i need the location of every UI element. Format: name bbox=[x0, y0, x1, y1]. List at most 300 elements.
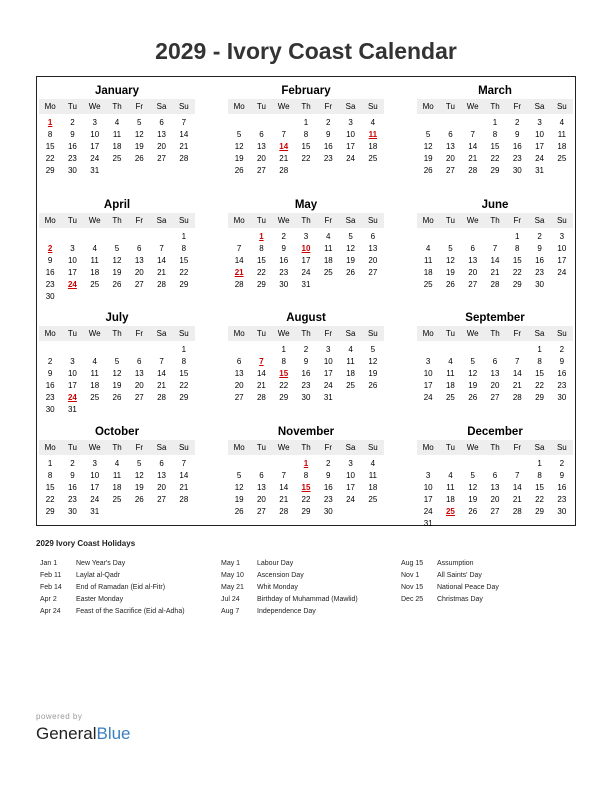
day-cell: 17 bbox=[90, 483, 100, 492]
brand-blue: Blue bbox=[96, 724, 131, 743]
holiday-name: Assumption bbox=[437, 560, 474, 567]
day-cell: 13 bbox=[445, 142, 455, 151]
holiday-date: May 21 bbox=[221, 584, 244, 591]
day-cell: 4 bbox=[92, 357, 97, 366]
day-cell: 21 bbox=[279, 495, 289, 504]
month-name: August bbox=[286, 312, 326, 324]
weekday-label: Su bbox=[556, 102, 567, 111]
day-cell: 4 bbox=[326, 232, 331, 241]
day-cell: 6 bbox=[259, 471, 264, 480]
day-cell: 2 bbox=[70, 459, 75, 468]
day-cell: 19 bbox=[423, 154, 433, 163]
day-cell: 3 bbox=[92, 118, 97, 127]
day-cell: 18 bbox=[90, 381, 100, 390]
day-cell: 23 bbox=[45, 393, 55, 402]
day-cell: 17 bbox=[323, 369, 333, 378]
holiday-name: National Peace Day bbox=[437, 584, 499, 591]
day-cell: 22 bbox=[535, 495, 545, 504]
day-cell: 6 bbox=[470, 244, 475, 253]
day-cell: 7 bbox=[181, 118, 187, 127]
day-cell: 22 bbox=[512, 268, 522, 277]
month-name: July bbox=[105, 312, 129, 324]
day-cell: 11 bbox=[90, 256, 99, 265]
day-cell: 9 bbox=[326, 471, 331, 480]
day-cell: 2 bbox=[559, 459, 565, 468]
holiday-date: Apr 24 bbox=[40, 608, 61, 615]
empty-cell bbox=[228, 231, 250, 243]
weekday-label: We bbox=[466, 102, 479, 111]
empty-cell bbox=[462, 458, 484, 470]
day-cell: 6 bbox=[137, 357, 142, 366]
weekday-label: We bbox=[466, 216, 479, 225]
month-october bbox=[39, 424, 195, 518]
month-name: December bbox=[467, 426, 523, 438]
holiday-date: Feb 11 bbox=[40, 572, 62, 579]
day-cell: 25 bbox=[90, 280, 100, 289]
weekday-label: Su bbox=[367, 329, 378, 338]
holiday-name: Easter Monday bbox=[76, 596, 124, 603]
day-grid bbox=[39, 458, 195, 518]
weekday-label: Tu bbox=[67, 443, 77, 452]
day-cell: 12 bbox=[368, 357, 378, 366]
day-cell: 1 bbox=[303, 118, 309, 127]
day-cell: 30 bbox=[557, 507, 567, 516]
weekday-label: Th bbox=[112, 216, 122, 225]
empty-cell bbox=[439, 117, 461, 129]
day-cell: 5 bbox=[425, 130, 431, 139]
day-cell: 11 bbox=[112, 130, 122, 139]
day-cell: 25 bbox=[557, 154, 567, 163]
day-cell: 8 bbox=[303, 471, 309, 480]
weekday-label: Th bbox=[301, 443, 311, 452]
day-cell: 11 bbox=[346, 357, 355, 366]
brand-logo bbox=[36, 724, 131, 744]
day-cell: 22 bbox=[179, 381, 189, 390]
day-cell: 16 bbox=[45, 268, 55, 277]
weekday-label: Su bbox=[556, 216, 567, 225]
day-cell: 30 bbox=[45, 292, 55, 301]
empty-cell bbox=[84, 344, 106, 356]
weekday-label: Tu bbox=[67, 329, 77, 338]
day-cell: 6 bbox=[448, 130, 453, 139]
day-cell: 10 bbox=[557, 244, 567, 253]
holiday-day: 10 bbox=[301, 244, 311, 253]
day-cell: 10 bbox=[346, 471, 356, 480]
holiday-day: 15 bbox=[279, 369, 289, 378]
day-cell: 6 bbox=[159, 118, 164, 127]
brand-general: General bbox=[36, 724, 97, 743]
empty-cell bbox=[39, 344, 61, 356]
day-cell: 18 bbox=[112, 483, 122, 492]
day-cell: 6 bbox=[236, 357, 242, 366]
day-cell: 24 bbox=[346, 154, 356, 163]
weekday-label: We bbox=[277, 216, 290, 225]
day-cell: 27 bbox=[256, 507, 266, 516]
day-cell: 7 bbox=[181, 459, 187, 468]
day-cell: 18 bbox=[445, 381, 455, 390]
day-cell: 7 bbox=[159, 357, 164, 366]
day-cell: 4 bbox=[448, 471, 453, 480]
empty-cell bbox=[484, 344, 506, 356]
day-cell: 8 bbox=[47, 130, 53, 139]
day-grid bbox=[417, 231, 573, 291]
weekday-label: Th bbox=[301, 216, 311, 225]
day-cell: 27 bbox=[445, 166, 455, 175]
weekday-label: We bbox=[277, 329, 290, 338]
holidays-title: 2029 Ivory Coast Holidays bbox=[36, 539, 136, 548]
holiday-name: Birthday of Muhammad (Mawlid) bbox=[257, 596, 358, 603]
day-cell: 9 bbox=[303, 357, 309, 366]
day-cell: 14 bbox=[256, 369, 266, 378]
day-cell: 25 bbox=[423, 280, 433, 289]
holiday-date: Nov 1 bbox=[401, 572, 420, 579]
day-cell: 3 bbox=[303, 232, 309, 241]
holiday-row bbox=[401, 570, 499, 582]
weekday-label: Fr bbox=[135, 443, 144, 452]
weekday-label: Tu bbox=[67, 102, 77, 111]
holiday-row bbox=[221, 594, 358, 606]
weekday-label: Sa bbox=[345, 329, 356, 338]
day-cell: 21 bbox=[179, 483, 189, 492]
day-cell: 5 bbox=[236, 130, 242, 139]
day-cell: 19 bbox=[468, 381, 478, 390]
empty-cell bbox=[439, 231, 461, 243]
day-cell: 17 bbox=[535, 142, 545, 151]
day-cell: 12 bbox=[468, 369, 478, 378]
day-cell: 19 bbox=[468, 495, 478, 504]
weekday-label: Fr bbox=[513, 443, 522, 452]
weekday-label: Tu bbox=[445, 216, 455, 225]
day-cell: 31 bbox=[423, 519, 433, 528]
weekday-label: Sa bbox=[156, 329, 167, 338]
day-cell: 2 bbox=[47, 357, 53, 366]
month-march bbox=[417, 83, 573, 177]
day-cell: 30 bbox=[512, 166, 522, 175]
empty-cell bbox=[84, 231, 106, 243]
day-cell: 29 bbox=[256, 280, 266, 289]
day-cell: 17 bbox=[423, 381, 433, 390]
month-december bbox=[417, 424, 573, 530]
holiday-row bbox=[221, 582, 358, 594]
day-cell: 12 bbox=[346, 244, 356, 253]
day-cell: 15 bbox=[512, 256, 522, 265]
weekday-label: Tu bbox=[256, 216, 266, 225]
empty-cell bbox=[106, 344, 128, 356]
day-cell: 23 bbox=[323, 154, 333, 163]
empty-cell bbox=[250, 344, 272, 356]
day-cell: 30 bbox=[557, 393, 567, 402]
day-cell: 27 bbox=[468, 280, 478, 289]
holiday-date: Feb 14 bbox=[40, 584, 62, 591]
day-cell: 22 bbox=[535, 381, 545, 390]
weekday-header bbox=[417, 99, 573, 114]
weekday-label: Mo bbox=[422, 216, 434, 225]
empty-cell bbox=[250, 458, 272, 470]
day-cell: 5 bbox=[137, 459, 142, 468]
day-cell: 20 bbox=[490, 495, 500, 504]
weekday-label: We bbox=[88, 443, 101, 452]
day-cell: 3 bbox=[70, 244, 75, 253]
day-cell: 5 bbox=[114, 357, 120, 366]
day-cell: 2 bbox=[537, 232, 542, 241]
day-cell: 20 bbox=[157, 483, 167, 492]
day-cell: 3 bbox=[326, 345, 331, 354]
weekday-label: Tu bbox=[445, 102, 455, 111]
day-cell: 24 bbox=[90, 495, 100, 504]
day-cell: 9 bbox=[47, 369, 53, 378]
day-cell: 27 bbox=[134, 280, 144, 289]
day-cell: 23 bbox=[67, 154, 77, 163]
day-cell: 29 bbox=[279, 393, 289, 402]
holiday-day: 21 bbox=[234, 268, 244, 277]
empty-cell bbox=[462, 344, 484, 356]
holiday-date: Jan 1 bbox=[40, 560, 58, 567]
day-cell: 10 bbox=[67, 256, 77, 265]
day-cell: 22 bbox=[490, 154, 500, 163]
weekday-label: We bbox=[88, 329, 101, 338]
month-name: June bbox=[481, 199, 509, 211]
day-cell: 15 bbox=[45, 142, 55, 151]
day-cell: 26 bbox=[468, 507, 478, 516]
powered-by-label: powered by bbox=[36, 712, 83, 721]
day-cell: 30 bbox=[67, 507, 77, 516]
weekday-label: Tu bbox=[67, 216, 77, 225]
day-cell: 26 bbox=[134, 495, 144, 504]
day-cell: 15 bbox=[535, 369, 545, 378]
day-cell: 29 bbox=[535, 507, 545, 516]
month-july bbox=[39, 310, 195, 416]
weekday-label: Tu bbox=[445, 329, 455, 338]
holiday-name: All Saints' Day bbox=[437, 572, 482, 579]
day-cell: 8 bbox=[492, 130, 498, 139]
month-april bbox=[39, 197, 195, 303]
day-cell: 12 bbox=[445, 256, 455, 265]
day-cell: 14 bbox=[512, 483, 522, 492]
day-cell: 24 bbox=[90, 154, 100, 163]
day-cell: 7 bbox=[470, 130, 475, 139]
day-cell: 16 bbox=[279, 256, 289, 265]
day-cell: 18 bbox=[423, 268, 433, 277]
day-cell: 11 bbox=[446, 483, 455, 492]
weekday-label: Sa bbox=[156, 102, 167, 111]
holiday-day: 1 bbox=[259, 232, 264, 241]
day-cell: 28 bbox=[157, 280, 167, 289]
weekday-label: Su bbox=[178, 102, 189, 111]
day-cell: 9 bbox=[70, 471, 75, 480]
weekday-label: Su bbox=[556, 329, 567, 338]
day-cell: 24 bbox=[535, 154, 545, 163]
calendar-frame bbox=[36, 76, 576, 526]
empty-cell bbox=[484, 231, 506, 243]
day-cell: 15 bbox=[45, 483, 55, 492]
day-cell: 15 bbox=[179, 256, 189, 265]
day-cell: 14 bbox=[468, 142, 478, 151]
weekday-label: Su bbox=[178, 443, 189, 452]
holiday-row bbox=[40, 570, 185, 582]
day-cell: 12 bbox=[468, 483, 478, 492]
day-cell: 19 bbox=[368, 369, 378, 378]
weekday-label: Sa bbox=[156, 443, 167, 452]
day-cell: 29 bbox=[179, 393, 189, 402]
day-cell: 21 bbox=[279, 154, 289, 163]
holiday-row bbox=[40, 594, 185, 606]
day-cell: 9 bbox=[47, 256, 53, 265]
holiday-name: Whit Monday bbox=[257, 584, 298, 591]
month-name: January bbox=[94, 85, 140, 97]
day-cell: 29 bbox=[45, 166, 55, 175]
day-cell: 22 bbox=[279, 381, 289, 390]
day-cell: 8 bbox=[515, 244, 520, 253]
day-cell: 11 bbox=[446, 369, 455, 378]
weekday-label: Fr bbox=[324, 443, 333, 452]
weekday-header bbox=[417, 440, 573, 455]
weekday-header bbox=[417, 213, 573, 228]
empty-cell bbox=[128, 231, 150, 243]
holiday-date: May 10 bbox=[221, 572, 244, 579]
day-cell: 5 bbox=[114, 244, 120, 253]
holiday-name: Christmas Day bbox=[437, 596, 483, 603]
day-cell: 13 bbox=[468, 256, 478, 265]
weekday-label: Fr bbox=[513, 329, 522, 338]
holiday-day: 11 bbox=[368, 130, 378, 139]
day-cell: 4 bbox=[370, 459, 376, 468]
day-cell: 6 bbox=[492, 471, 498, 480]
day-cell: 21 bbox=[179, 142, 189, 151]
day-cell: 18 bbox=[445, 495, 455, 504]
holiday-column bbox=[40, 558, 185, 618]
month-june bbox=[417, 197, 573, 291]
weekday-label: Su bbox=[367, 443, 378, 452]
day-cell: 18 bbox=[368, 483, 378, 492]
weekday-label: We bbox=[466, 443, 479, 452]
weekday-label: Fr bbox=[135, 102, 144, 111]
day-cell: 20 bbox=[256, 154, 266, 163]
month-february bbox=[228, 83, 384, 177]
day-cell: 27 bbox=[134, 393, 144, 402]
weekday-label: Mo bbox=[422, 443, 434, 452]
day-cell: 31 bbox=[301, 280, 311, 289]
day-cell: 28 bbox=[256, 393, 266, 402]
day-cell: 6 bbox=[259, 130, 264, 139]
day-cell: 29 bbox=[490, 166, 500, 175]
day-cell: 17 bbox=[67, 381, 77, 390]
day-cell: 20 bbox=[490, 381, 500, 390]
weekday-label: Su bbox=[367, 102, 378, 111]
day-cell: 23 bbox=[557, 495, 567, 504]
weekday-header bbox=[39, 213, 195, 228]
day-cell: 11 bbox=[90, 369, 99, 378]
day-grid bbox=[417, 344, 573, 404]
day-cell: 8 bbox=[181, 244, 187, 253]
day-cell: 25 bbox=[112, 154, 122, 163]
day-cell: 27 bbox=[490, 507, 500, 516]
day-cell: 22 bbox=[45, 495, 55, 504]
weekday-label: We bbox=[277, 443, 290, 452]
weekday-label: Sa bbox=[534, 329, 545, 338]
weekday-label: Th bbox=[301, 102, 311, 111]
day-cell: 28 bbox=[512, 393, 522, 402]
weekday-header bbox=[228, 440, 384, 455]
holiday-name: Ascension Day bbox=[257, 572, 304, 579]
day-cell: 24 bbox=[423, 393, 433, 402]
empty-cell bbox=[150, 231, 172, 243]
day-cell: 23 bbox=[45, 280, 55, 289]
holiday-row bbox=[40, 558, 185, 570]
day-cell: 2 bbox=[70, 118, 75, 127]
day-cell: 27 bbox=[490, 393, 500, 402]
day-cell: 16 bbox=[45, 381, 55, 390]
day-cell: 9 bbox=[515, 130, 520, 139]
weekday-label: Mo bbox=[233, 329, 245, 338]
month-september bbox=[417, 310, 573, 404]
month-name: September bbox=[465, 312, 525, 324]
weekday-label: Sa bbox=[345, 102, 356, 111]
day-cell: 14 bbox=[179, 130, 189, 139]
empty-cell bbox=[417, 458, 439, 470]
day-cell: 10 bbox=[535, 130, 545, 139]
weekday-label: Th bbox=[112, 102, 122, 111]
holiday-date: Jul 24 bbox=[221, 596, 240, 603]
holiday-row bbox=[221, 558, 358, 570]
day-cell: 4 bbox=[370, 118, 376, 127]
weekday-header bbox=[39, 99, 195, 114]
weekday-label: Sa bbox=[156, 216, 167, 225]
day-cell: 12 bbox=[112, 256, 122, 265]
day-cell: 3 bbox=[425, 357, 431, 366]
day-cell: 27 bbox=[368, 268, 378, 277]
day-cell: 15 bbox=[535, 483, 545, 492]
day-cell: 13 bbox=[490, 369, 500, 378]
holiday-column bbox=[221, 558, 358, 618]
month-january bbox=[39, 83, 195, 177]
day-cell: 1 bbox=[492, 118, 498, 127]
day-cell: 8 bbox=[47, 471, 53, 480]
day-cell: 4 bbox=[448, 357, 453, 366]
day-cell: 11 bbox=[423, 256, 433, 265]
weekday-label: Tu bbox=[256, 329, 266, 338]
day-cell: 1 bbox=[515, 232, 520, 241]
day-cell: 31 bbox=[90, 166, 100, 175]
day-grid bbox=[228, 458, 384, 518]
day-cell: 1 bbox=[281, 345, 286, 354]
day-cell: 19 bbox=[112, 268, 122, 277]
day-cell: 23 bbox=[557, 381, 567, 390]
month-august bbox=[228, 310, 384, 404]
weekday-label: Th bbox=[490, 329, 500, 338]
holiday-row bbox=[401, 558, 499, 570]
day-cell: 14 bbox=[179, 471, 189, 480]
holiday-date: Aug 7 bbox=[221, 608, 240, 615]
day-grid bbox=[417, 458, 573, 530]
weekday-header bbox=[228, 213, 384, 228]
weekday-label: Fr bbox=[324, 329, 333, 338]
empty-cell bbox=[228, 117, 250, 129]
day-cell: 3 bbox=[537, 118, 542, 127]
day-cell: 10 bbox=[67, 369, 77, 378]
weekday-header bbox=[228, 326, 384, 341]
weekday-label: Tu bbox=[445, 443, 455, 452]
day-cell: 2 bbox=[326, 118, 331, 127]
day-cell: 25 bbox=[346, 381, 356, 390]
holiday-row bbox=[401, 594, 499, 606]
day-cell: 5 bbox=[448, 244, 453, 253]
day-cell: 26 bbox=[134, 154, 144, 163]
weekday-header bbox=[417, 326, 573, 341]
day-cell: 22 bbox=[301, 495, 311, 504]
holiday-day: 7 bbox=[259, 357, 264, 366]
holiday-name: Independence Day bbox=[257, 608, 316, 615]
day-cell: 16 bbox=[512, 142, 522, 151]
